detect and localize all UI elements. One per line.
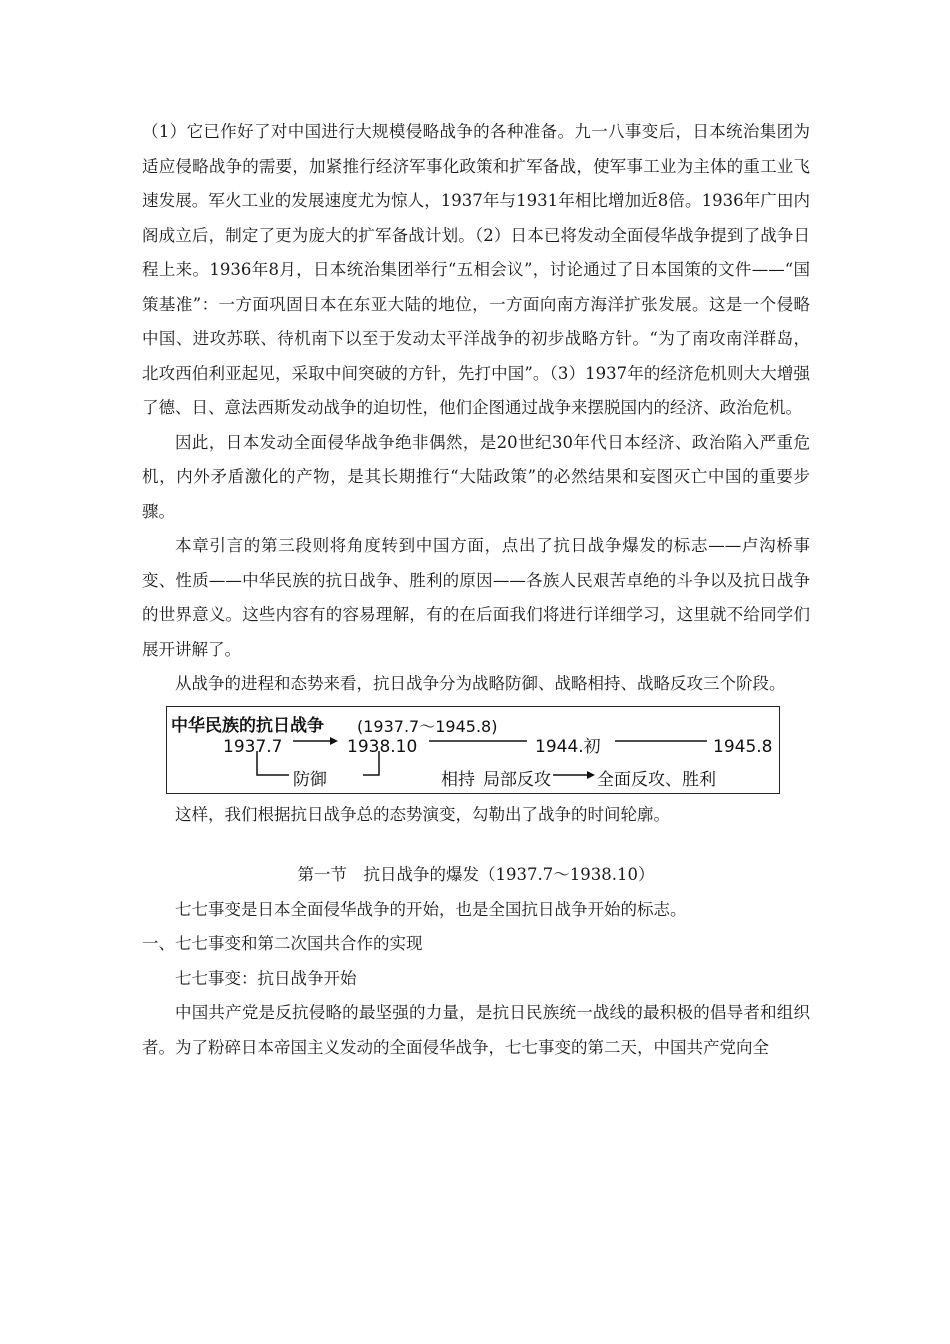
paragraph-7: 中国共产党是反抗侵略的最坚强的力量，是抗日民族统一战线的最积极的倡导者和组织者。为了粉碎日本帝国主义发动的全面侵华战争，七七事变的第二天，中国共产党向全	[142, 1003, 810, 1057]
date-1944: 1944.初	[535, 736, 601, 757]
paragraph-3: 本章引言的第三段则将角度转到中国方面，点出了抗日战争爆发的标志——卢沟桥事变、性质——中华民族的抗日战争、胜利的原因——各族人民艰苦卓绝的斗争以及抗日战争的世界意义。这些内容有的容易理解，有的在后面我们将进行详细学习，这里就不给同学们展开讲解了。	[142, 536, 810, 659]
document-body	[142, 115, 810, 1065]
paragraph-2: 因此，日本发动全面侵华战争绝非偶然，是20世纪30年代日本经济、政治陷入严重危机，内外矛盾激化的产物，是其长期推行“大陆政策”的必然结果和妄图灭亡中国的重要步骤。	[142, 432, 810, 521]
paragraph-6: 七七事变是日本全面侵华战争的开始，也是全国抗日战争开始的标志。	[175, 899, 687, 919]
paragraph-5: 这样，我们根据抗日战争总的态势演变，勾勒出了战争的时间轮廓。	[175, 804, 670, 824]
heading-1: 一、七七事变和第二次国共合作的实现	[142, 934, 423, 953]
stage-full-counteroffensive: 全面反攻、胜利	[597, 769, 716, 790]
date-1938-10: 1938.10	[347, 736, 418, 757]
stage-partial-counteroffensive: 局部反攻	[483, 769, 551, 790]
war-timeline-diagram	[166, 706, 780, 794]
section-title: 第一节 抗日战争的爆发（1937.7～1938.10）	[297, 865, 655, 884]
timeline-range: (1937.7～1945.8)	[357, 716, 498, 736]
stage-defense: 防御	[293, 769, 327, 790]
subheading: 七七事变：抗日战争开始	[175, 968, 357, 988]
stage-stalemate: 相持	[441, 769, 475, 790]
date-1937-7: 1937.7	[223, 736, 283, 757]
timeline-title: 中华民族的抗日战争	[171, 715, 324, 736]
paragraph-1: （1）它已作好了对中国进行大规模侵略战争的各种准备。九一八事变后，日本统治集团为适应侵略战争的需要，加紧推行经济军事化政策和扩军备战，使军事工业为主体的重工业飞速发展。军火工业的发展速度尤为惊人，1937年与1931年相比增加近8倍。1936年广田内阁成立后，制定了更为庞大的扩军备战计划。（2）日本已将发动全面侵华战争提到了战争日程上来。1936年8月，日本统治集团举行“五相会议”，讨论通过了日本国策的文件——“国策基准”：一方面巩固日本在东亚大陆的地位，一方面向南方海洋扩张发展。这是一个侵略中国、进攻苏联、待机南下以至于发动太平洋战争的初步战略方针。“为了南攻南洋群岛，北攻西伯利亚起见，采取中间突破的方针，先打中国”。（3）1937年的经济危机则大大增强了德、日、意法西斯发动战争的迫切性，他们企图通过战争来摆脱国内的经济、政治危机。	[142, 122, 810, 417]
paragraph-4: 从战争的进程和态势来看，抗日战争分为战略防御、战略相持、战略反攻三个阶段。	[175, 674, 786, 693]
date-1945-8: 1945.8	[713, 736, 773, 757]
